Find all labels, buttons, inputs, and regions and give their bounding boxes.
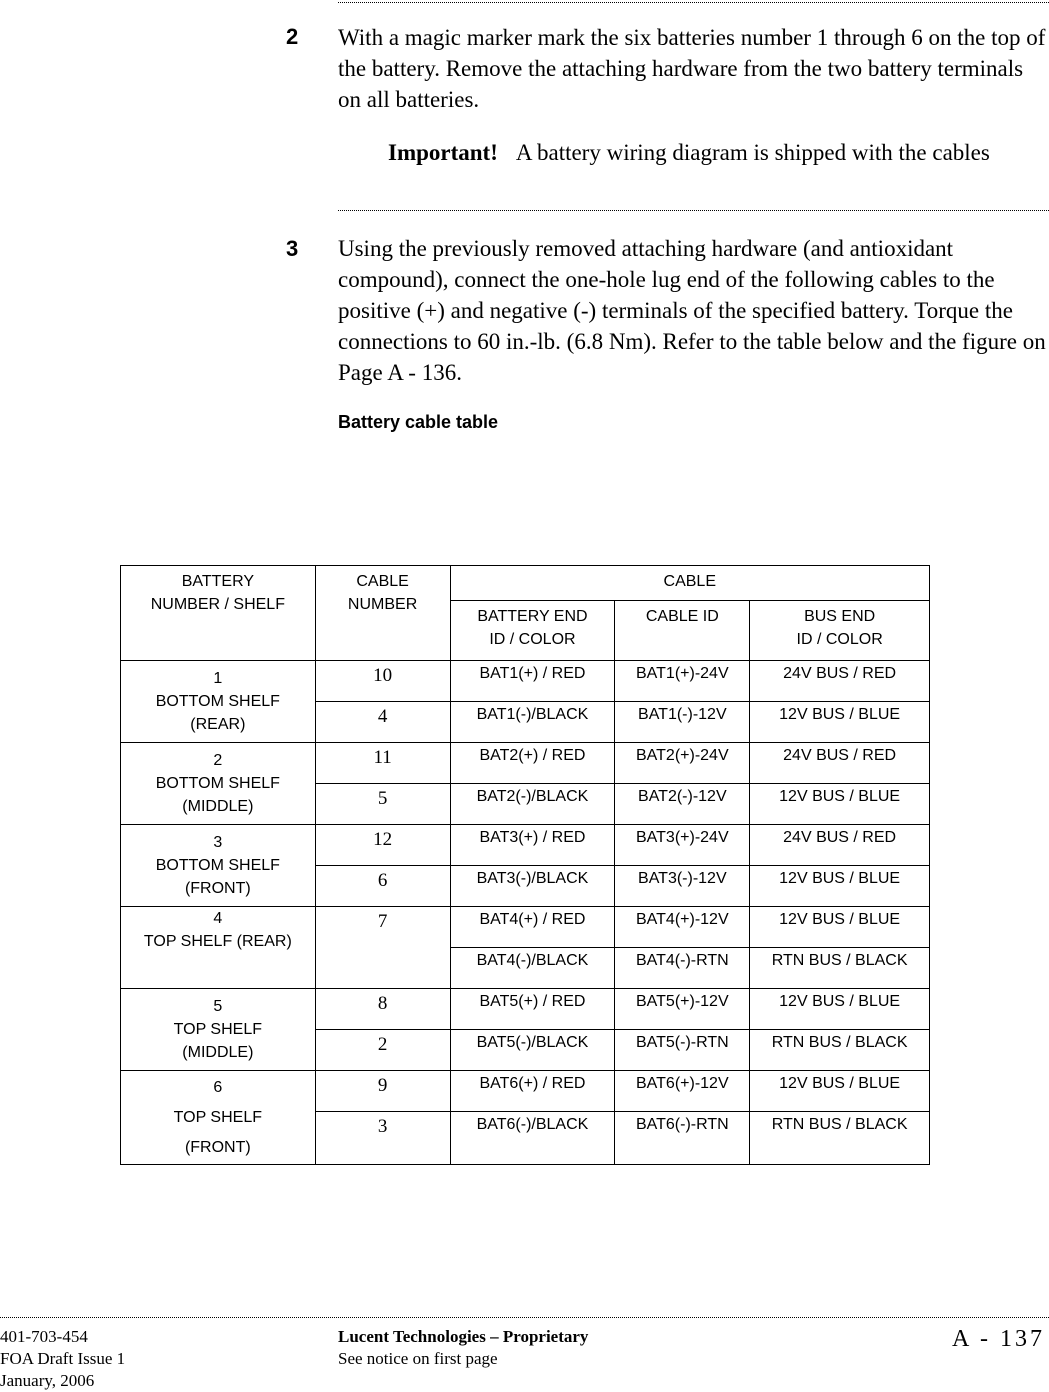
cable-number-cell: 8 (315, 989, 450, 1030)
battery-end-cell: BAT5(+) / RED (450, 989, 615, 1030)
cable-number-cell (315, 948, 450, 989)
battery-end-cell: BAT1(-)/BLACK (450, 702, 615, 743)
separator-line (338, 210, 1049, 211)
cable-id-cell: BAT4(+)-12V (615, 907, 750, 948)
bus-end-cell: RTN BUS / BLACK (750, 1030, 930, 1071)
battery-end-cell: BAT2(+) / RED (450, 743, 615, 784)
table-row (121, 661, 930, 702)
battery-end-cell: BAT3(+) / RED (450, 825, 615, 866)
cable-id-cell: BAT3(-)-12V (615, 866, 750, 907)
cable-number-cell: 12 (315, 825, 450, 866)
cable-id-cell: BAT2(+)-24V (615, 743, 750, 784)
table-row (121, 989, 930, 1030)
bus-end-cell: 12V BUS / BLUE (750, 907, 930, 948)
bus-end-cell: RTN BUS / BLACK (750, 1112, 930, 1165)
bus-end-cell: 24V BUS / RED (750, 825, 930, 866)
cable-number-cell: 7 (315, 907, 450, 948)
notice-reference: See notice on first page (338, 1349, 498, 1368)
doc-issue: FOA Draft Issue 1 (0, 1349, 126, 1368)
header-cable-id: CABLE ID (615, 601, 750, 661)
cable-id-cell: BAT2(-)-12V (615, 784, 750, 825)
cable-id-cell: BAT1(-)-12V (615, 702, 750, 743)
cable-id-cell: BAT1(+)-24V (615, 661, 750, 702)
important-note (388, 140, 990, 166)
cable-number-cell: 6 (315, 866, 450, 907)
battery-cell: 1 BOTTOM SHELF (REAR) (121, 661, 316, 743)
battery-cell: 5 TOP SHELF (MIDDLE) (121, 989, 316, 1071)
step-text: Using the previously removed attaching hardware (and antioxidant compound), connect the one-hole lug end of the following cables to the positive (+) and negative (-) terminals of the specified battery. Torque the connections to 60 in.-lb. (6.8 Nm). Refer to the table below and the figure on Page A - 136. (338, 236, 1046, 385)
battery-cell: 3 BOTTOM SHELF (FRONT) (121, 825, 316, 907)
cable-number-cell: 3 (315, 1112, 450, 1165)
header-battery: BATTERY NUMBER / SHELF (121, 566, 316, 661)
cable-id-cell: BAT5(-)-RTN (615, 1030, 750, 1071)
cable-id-cell: BAT6(-)-RTN (615, 1112, 750, 1165)
battery-cable-table (120, 565, 930, 1165)
cable-id-cell: BAT3(+)-24V (615, 825, 750, 866)
header-bus-end: BUS END ID / COLOR (750, 601, 930, 661)
battery-end-cell: BAT3(-)/BLACK (450, 866, 615, 907)
battery-end-cell: BAT4(+) / RED (450, 907, 615, 948)
doc-date: January, 2006 (0, 1371, 95, 1390)
cable-number-cell: 11 (315, 743, 450, 784)
table-caption: Battery cable table (338, 412, 499, 432)
cable-number-cell: 4 (315, 702, 450, 743)
footer-separator (0, 1317, 1049, 1318)
battery-cell: 2 BOTTOM SHELF (MIDDLE) (121, 743, 316, 825)
step-text: With a magic marker mark the six batteries number 1 through 6 on the top of the battery. Remove the attaching hardware from the two battery terminals on all batteries. (338, 25, 1046, 112)
separator-line (338, 2, 1049, 3)
battery-end-cell: BAT5(-)/BLACK (450, 1030, 615, 1071)
bus-end-cell: 24V BUS / RED (750, 743, 930, 784)
cable-id-cell: BAT5(+)-12V (615, 989, 750, 1030)
bus-end-cell: RTN BUS / BLACK (750, 948, 930, 989)
cable-id-cell: BAT6(+)-12V (615, 1071, 750, 1112)
table-row (121, 907, 930, 948)
battery-cell: 6 TOP SHELF (FRONT) (121, 1071, 316, 1165)
header-cable-number: CABLE NUMBER (315, 566, 450, 661)
bus-end-cell: 12V BUS / BLUE (750, 1071, 930, 1112)
bus-end-cell: 12V BUS / BLUE (750, 784, 930, 825)
important-text: A battery wiring diagram is shipped with the cables (515, 140, 990, 165)
page-number: A - 137 (952, 1326, 1045, 1352)
cable-number-cell: 10 (315, 661, 450, 702)
bus-end-cell: 24V BUS / RED (750, 661, 930, 702)
battery-end-cell: BAT6(-)/BLACK (450, 1112, 615, 1165)
step-number: 3 (286, 236, 299, 261)
bus-end-cell: 12V BUS / BLUE (750, 989, 930, 1030)
header-battery-end: BATTERY END ID / COLOR (450, 601, 615, 661)
battery-cell: 4 TOP SHELF (REAR) (121, 907, 316, 989)
doc-number: 401-703-454 (0, 1327, 88, 1346)
cable-number-cell: 2 (315, 1030, 450, 1071)
battery-end-cell: BAT2(-)/BLACK (450, 784, 615, 825)
table-row (121, 1071, 930, 1112)
bus-end-cell: 12V BUS / BLUE (750, 866, 930, 907)
cable-number-cell: 5 (315, 784, 450, 825)
table-row (121, 825, 930, 866)
footer-proprietary (338, 1326, 588, 1370)
table-row (121, 743, 930, 784)
cable-id-cell: BAT4(-)-RTN (615, 948, 750, 989)
footer-doc-info (0, 1326, 125, 1392)
important-label: Important! (388, 140, 498, 165)
cable-number-cell: 9 (315, 1071, 450, 1112)
company-notice: Lucent Technologies – Proprietary (338, 1327, 589, 1346)
bus-end-cell: 12V BUS / BLUE (750, 702, 930, 743)
header-cable: CABLE (450, 566, 929, 601)
battery-end-cell: BAT1(+) / RED (450, 661, 615, 702)
step-number: 2 (286, 24, 299, 49)
battery-end-cell: BAT4(-)/BLACK (450, 948, 615, 989)
battery-end-cell: BAT6(+) / RED (450, 1071, 615, 1112)
